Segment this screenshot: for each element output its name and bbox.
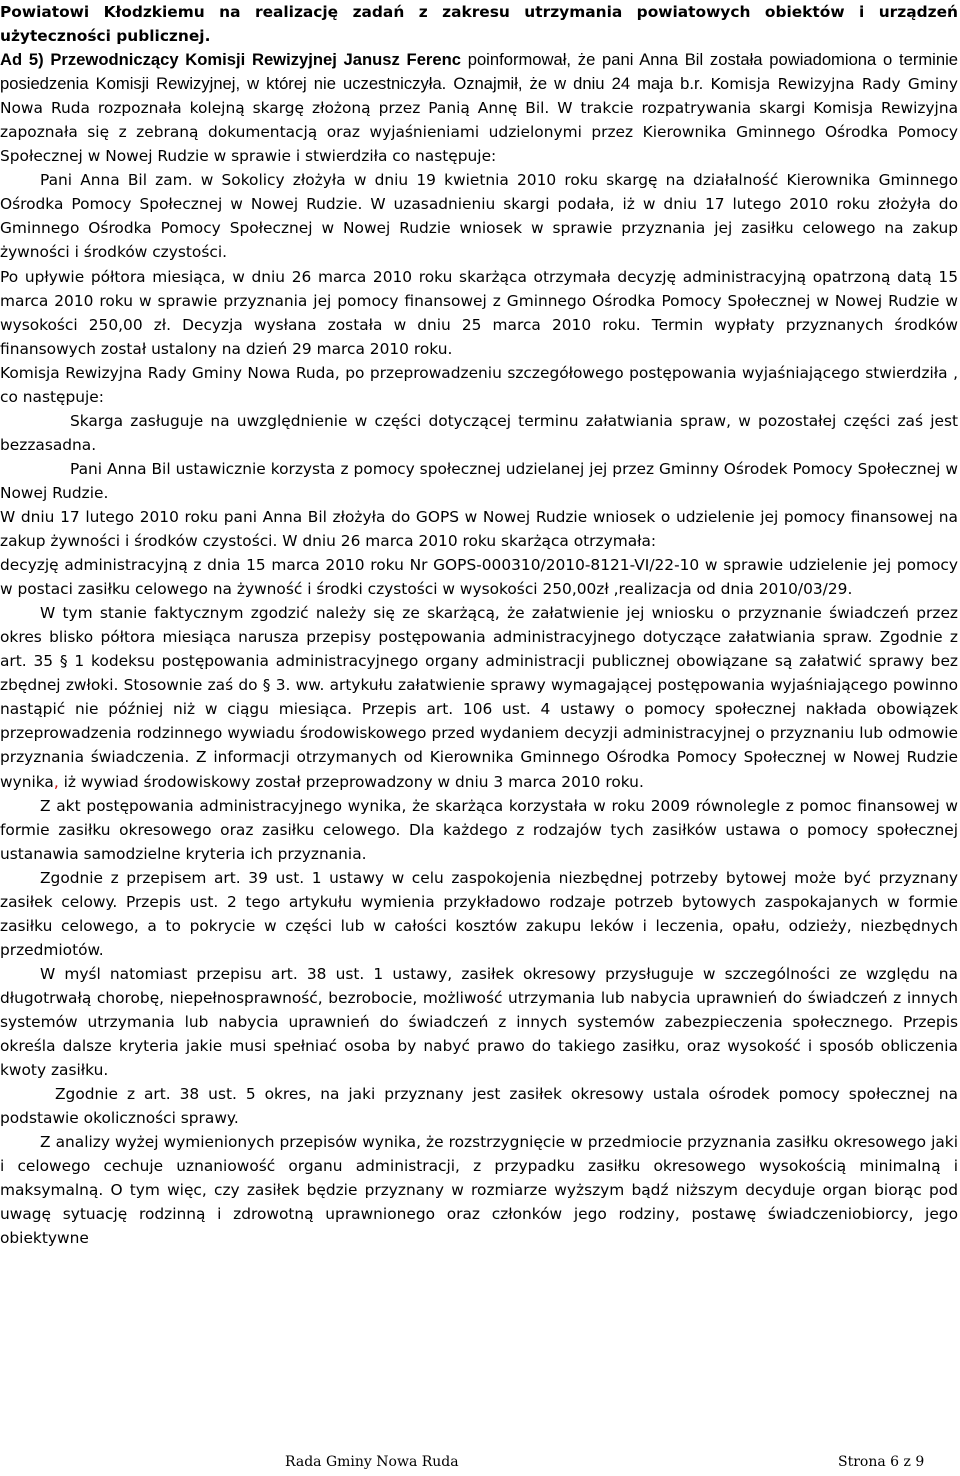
ad5-tail: Komisja Rewizyjna Rady Gminy Nowa Ruda rozpoznała kolejną skargę złożoną przez Panią Annę Bil. W trakcie rozpatrywania skargi Komisja Rewizyjna zapoznała się z zebraną dokumentacją oraz wyjaśnieniami udzielonymi przez Kierownika Gminnego Ośrodka Pomocy Społecznej w Nowej Rudzie w sprawie i stwierdziła co następuje: [0,75,958,166]
wtym-text: W tym stanie faktycznym zgodzić należy się ze skarżącą, że załatwienie jej wniosku o przyznanie świadczeń przez okres blisko półtora miesiąca narusza przepisy postępowania administracyjnego dotyczące załatwiania spraw. Zgodnie z art. 35 § 1 kodeksu postępowania administracyjnego organy administracji publicznej obowiązane są załatwić sprawy bez zbędnej zwłoki. Stosownie zaś do § 3. ww. artykułu załatwienie sprawy wymagającej postępowania wyjaśniającego powinno nastąpić nie później niż w ciągu miesiąca. Przepis art. 106 ust. 4 ustawy o pomocy społecznej nakłada obowiązek przeprowadzenia rodzinnego wywiadu środowiskowego przed wydaniem decyzji administracyjnej o przyznaniu lub odmowie przyznania świadczenia. Z informacji otrzymanych od Kierownika Gminnego Ośrodka Pomocy Społecznej w Nowej Rudzie wynika [0,604,958,791]
intro-paragraph: Powiatowi Kłodzkiemu na realizację zadań z zakresu utrzymania powiatowych obiektów i urządzeń użyteczności publicznej. [0,3,958,46]
paragraph-zakt: Z akt postępowania administracyjnego wynika, że skarżąca korzystała w roku 2009 równolegle z pomoc finansowej w formie zasiłku okresowego oraz zasiłku celowego. Dla każdego z rodzajów tych zasiłków ustawa o pomocy społecznej ustanawia samodzielne kryteria ich przyznania. [0,796,958,863]
paragraph-komisja: Komisja Rewizyjna Rady Gminy Nowa Ruda, po przeprowadzeniu szczegółowego postępowania wyjaśniającego stwierdziła , co następuje: [0,363,958,406]
paragraph-wdniu17: W dniu 17 lutego 2010 roku pani Anna Bil złożyła do GOPS w Nowej Rudzie wniosek o udzielenie jej pomocy finansowej na zakup żywności i środków czystości. W dniu 26 marca 2010 roku skarżąca otrzymała: [0,507,958,551]
paragraph-zgodnie38: Zgodnie z art. 38 ust. 5 okres, na jaki przyznany jest zasiłek okresowy ustala ośrodek pomocy społecznej na podstawie okoliczności sprawy. [0,1085,958,1128]
paragraph-poupl: Po upływie półtora miesiąca, w dniu 26 marca 2010 roku skarżąca otrzymała decyzję administracyjną opatrzoną datą 15 marca 2010 roku w sprawie przyznania jej pomocy finansowej z Gminnego Ośrodka Pomocy Społecznej w Nowej Rudzie w wysokości 250,00 zł. Decyzja wysłana została w dniu 25 marca 2010 roku. Termin wypłaty przyznanych środków finansowych został ustalony na dzień 29 marca 2010 roku. [0,267,958,358]
paragraph-zanalizy: Z analizy wyżej wymienionych przepisów wynika, że rozstrzygnięcie w przedmiocie przyznania zasiłku okresowego jaki i celowego cechuje uznaniowość organu administracji, z przypadku zasiłku okresowego wysokością minimalną i maksymalną. O tym więc, czy zasiłek będzie przyznany w rozmiarze wyższym bądź niższym decyduje organ biorąc pod uwagę sytuację rodzinną i zdrowotną uprawnionego oraz członków jego rodziny, postawę świadczeniobiorcy, jego obiektywne [0,1133,958,1248]
paragraph-wtym [0,601,958,793]
paragraph-skarga: Skarga zasługuje na uwzględnienie w części dotyczącej terminu załatwiania spraw, w pozostałej części zaś jest bezzasadna. [0,411,958,454]
paragraph-wmysl: W myśl natomiast przepisu art. 38 ust. 1 ustawy, zasiłek okresowy przysługuje w szczególności ze względu na długotrwałą chorobę, niepełnosprawność, bezrobocie, możliwość utrzymania lub nabycia uprawnień do świadczeń z innych systemów utrzymania lub nabycia uprawnień do świadczeń z innych systemów zabezpieczenia społecznego. Przepis określa dalsze kryteria jakie musi spełniać osoba by nabyć prawo do takiego zasiłku, oraz wysokość i sposób obliczenia kwoty zasiłku. [0,964,958,1080]
wtym-red-comma: , [53,772,59,791]
paragraph-decyzje: decyzję administracyjną z dnia 15 marca 2010 roku Nr GOPS-000310/2010-8121-VI/22-10 w sprawie udzielenie jej pomocy w postaci zasiłku celowego na żywność i środki czystości w wysokości 250,00zł ,realizacja od dnia 2010/03/29. [0,556,958,599]
ad5-text: poinformował, że pani Anna Bil została powiadomiona o terminie posiedzenia Komisji Rewizyjnej, w której nie uczestniczyła. Oznajmił, że w dniu 24 maja b.r. [0,50,958,94]
ad5-paragraph [0,48,958,168]
page-footer [0,1454,960,1474]
footer-page-number: Strona 6 z 9 [838,1454,925,1470]
paragraph-zgodnie39: Zgodnie z przepisem art. 39 ust. 1 ustawy w celu zaspokojenia niezbędnej potrzeby bytowej może być przyznany zasiłek celowy. Przepis ust. 2 tego artykułu wymienia przykładowo rodzaje potrzeb bytowych zaspokajanych w formie zasiłku celowego, a to pokrycie w części lub w całości kosztów zakupu leków i leczenia, opału, odzieży, niezbędnych przedmiotów. [0,868,958,959]
ad5-lead: Ad 5) Przewodniczący Komisji Rewizyjnej Janusz Ferenc [0,50,461,70]
footer-council-name: Rada Gminy Nowa Ruda [285,1454,459,1470]
paragraph-ustawicznie: Pani Anna Bil ustawicznie korzysta z pomocy społecznej udzielanej jej przez Gminny Ośrodek Pomocy Społecznej w Nowej Rudzie. [0,459,958,502]
wtym-text-end: iż wywiad środowiskowy został przeprowadzony w dniu 3 marca 2010 roku. [58,772,644,791]
paragraph-pani: Pani Anna Bil zam. w Sokolicy złożyła w dniu 19 kwietnia 2010 roku skargę na działalność Kierownika Gminnego Ośrodka Pomocy Społecznej w Nowej Rudzie. W uzasadnieniu skargi podała, iż w dniu 17 lutego 2010 roku złożyła do Gminnego Ośrodka Pomocy Społecznej w Nowej Rudzie wniosek w sprawie przyznania jej zasiłku celowego na zakup żywności i środków czystości. [0,171,958,262]
